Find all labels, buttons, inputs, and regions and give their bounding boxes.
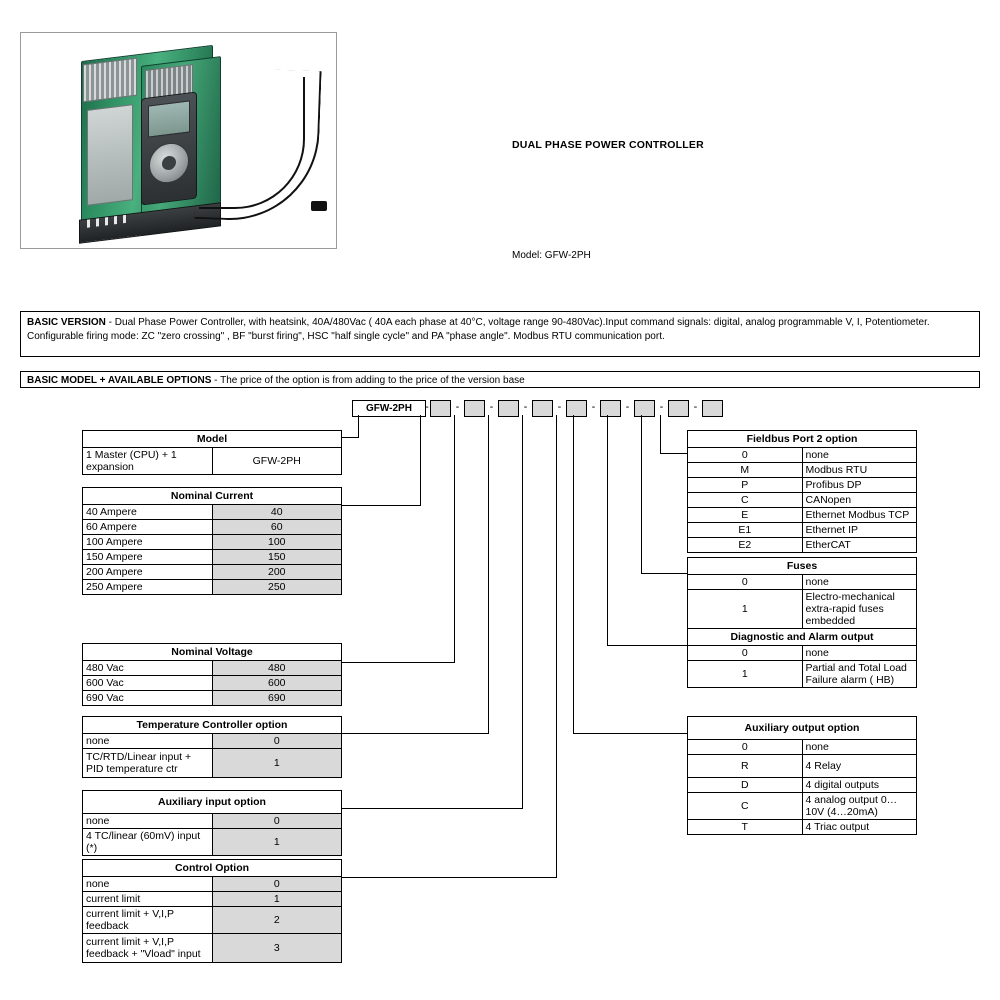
table-temperature-controller-title: Temperature Controller option — [83, 717, 342, 734]
basic-version-box — [20, 311, 980, 357]
table-temperature-controller-option — [82, 716, 342, 778]
model-label: Model: GFW-2PH — [512, 250, 591, 261]
order-code-dash-6: - — [591, 401, 596, 413]
table-cell-label: 4 TC/linear (60mV) input (*) — [83, 829, 213, 856]
connector-line — [358, 415, 359, 437]
table-cell-label: none — [83, 877, 213, 892]
table-cell-label: Electro-mechanical extra-rapid fuses embedded — [802, 590, 917, 629]
table-cell-value: 1 — [212, 892, 342, 907]
table-cell-label: 4 Triac output — [802, 820, 917, 835]
table-row[interactable] — [688, 740, 917, 755]
connector-line — [342, 437, 359, 438]
table-row[interactable] — [83, 829, 342, 856]
table-cell-label: Profibus DP — [802, 478, 917, 493]
order-code-slot-7[interactable] — [634, 400, 655, 417]
table-cell-value: GFW-2PH — [212, 448, 342, 475]
order-code-dash-3: - — [489, 401, 494, 413]
order-code-slot-4[interactable] — [532, 400, 553, 417]
table-row[interactable] — [688, 575, 917, 590]
table-cell-label: Ethernet Modbus TCP — [802, 508, 917, 523]
table-row[interactable] — [83, 691, 342, 706]
table-row[interactable] — [688, 590, 917, 629]
table-auxiliary-output-option — [687, 716, 917, 835]
table-cell-label: 600 Vac — [83, 676, 213, 691]
table-cell-label: 250 Ampere — [83, 580, 213, 595]
table-row[interactable] — [83, 877, 342, 892]
basic-model-text: - The price of the option is from adding to the price of the version base — [211, 375, 525, 386]
table-cell-code: 1 — [688, 661, 803, 688]
table-cell-value: 150 — [212, 550, 342, 565]
connector-line — [342, 505, 421, 506]
connector-line — [522, 415, 523, 808]
table-row[interactable] — [83, 676, 342, 691]
table-cell-label: EtherCAT — [802, 538, 917, 553]
table-cell-value: 690 — [212, 691, 342, 706]
order-code-slot-5[interactable] — [566, 400, 587, 417]
order-code-dash-7: - — [625, 401, 630, 413]
table-row[interactable] — [83, 550, 342, 565]
table-cell-value: 480 — [212, 661, 342, 676]
table-cell-code: M — [688, 463, 803, 478]
table-row[interactable] — [688, 793, 917, 820]
table-fieldbus-title: Fieldbus Port 2 option — [688, 431, 917, 448]
order-code-slot-9[interactable] — [702, 400, 723, 417]
table-cell-value: 600 — [212, 676, 342, 691]
table-cell-label: Ethernet IP — [802, 523, 917, 538]
table-cell-label: CANopen — [802, 493, 917, 508]
table-cell-code: C — [688, 493, 803, 508]
order-code-slot-2[interactable] — [464, 400, 485, 417]
order-code-dash-9: - — [693, 401, 698, 413]
table-cell-label: none — [802, 646, 917, 661]
table-cell-label: none — [802, 448, 917, 463]
table-cell-label: 690 Vac — [83, 691, 213, 706]
table-row[interactable] — [83, 749, 342, 778]
table-row[interactable] — [688, 755, 917, 778]
product-photo — [20, 32, 337, 249]
table-row[interactable] — [83, 734, 342, 749]
basic-model-options-box — [20, 371, 980, 388]
table-cell-value: 1 — [212, 749, 342, 778]
table-cell-code: P — [688, 478, 803, 493]
order-code-slot-3[interactable] — [498, 400, 519, 417]
heatsink-fins-icon — [83, 58, 137, 103]
table-row[interactable] — [83, 565, 342, 580]
table-control-option — [82, 859, 342, 963]
table-cell-label: TC/RTD/Linear input + PID temperature ctr — [83, 749, 213, 778]
device-side-panel-icon — [87, 104, 133, 206]
connector-line — [420, 415, 421, 505]
table-cell-label: Modbus RTU — [802, 463, 917, 478]
table-nominal-voltage — [82, 643, 342, 706]
table-cell-code: 0 — [688, 448, 803, 463]
table-cell-code: E — [688, 508, 803, 523]
basic-model-label: BASIC MODEL + AVAILABLE OPTIONS — [27, 375, 212, 386]
table-cell-label: 200 Ampere — [83, 565, 213, 580]
table-row[interactable] — [83, 535, 342, 550]
table-row[interactable] — [83, 907, 342, 934]
table-cell-value: 3 — [212, 934, 342, 963]
connector-line — [556, 415, 557, 877]
table-row[interactable] — [688, 463, 917, 478]
table-cell-value: 40 — [212, 505, 342, 520]
table-row[interactable] — [688, 661, 917, 688]
table-model — [82, 430, 342, 475]
table-cell-label: none — [802, 575, 917, 590]
connector-line — [641, 415, 642, 573]
connector-line — [660, 453, 688, 454]
connector-line — [488, 415, 489, 733]
table-cell-value: 60 — [212, 520, 342, 535]
order-code-dash-5: - — [557, 401, 562, 413]
table-cell-label: 60 Ampere — [83, 520, 213, 535]
order-code-dash-8: - — [659, 401, 664, 413]
table-cell-label: 100 Ampere — [83, 535, 213, 550]
table-cell-label: none — [83, 814, 213, 829]
table-cell-label: 480 Vac — [83, 661, 213, 676]
device-display-icon — [148, 100, 190, 137]
table-row[interactable] — [83, 448, 342, 475]
table-cell-value: 100 — [212, 535, 342, 550]
table-cell-label: 40 Ampere — [83, 505, 213, 520]
table-row[interactable] — [83, 814, 342, 829]
table-cell-label: current limit + V,I,P feedback + "Vload" input — [83, 934, 213, 963]
table-fieldbus-port2-option — [687, 430, 917, 553]
table-row[interactable] — [83, 580, 342, 595]
table-row[interactable] — [688, 523, 917, 538]
table-auxiliary-input-option — [82, 790, 342, 856]
table-row[interactable] — [688, 478, 917, 493]
table-model-title: Model — [83, 431, 342, 448]
order-code-dash-2: - — [455, 401, 460, 413]
table-cell-label: 150 Ampere — [83, 550, 213, 565]
table-diagnostic-alarm-output — [687, 628, 917, 688]
connector-line — [660, 415, 661, 453]
table-cell-code: E1 — [688, 523, 803, 538]
table-cell-value: 0 — [212, 814, 342, 829]
table-cell-code: 0 — [688, 646, 803, 661]
order-code-dash-1: - — [425, 401, 429, 413]
table-cell-label: 4 digital outputs — [802, 778, 917, 793]
table-cell-value: 2 — [212, 907, 342, 934]
table-row[interactable] — [83, 505, 342, 520]
connector-line — [342, 733, 489, 734]
table-row[interactable] — [688, 778, 917, 793]
table-cell-label: 4 analog output 0…10V (4…20mA) — [802, 793, 917, 820]
table-auxiliary-output-title: Auxiliary output option — [688, 717, 917, 740]
connector-line — [641, 573, 688, 574]
table-nominal-voltage-title: Nominal Voltage — [83, 644, 342, 661]
table-cell-code: 1 — [688, 590, 803, 629]
connector-line — [607, 645, 688, 646]
connector-line — [342, 877, 557, 878]
table-cell-code: R — [688, 755, 803, 778]
table-cell-label: current limit + V,I,P feedback — [83, 907, 213, 934]
table-diagnostic-title: Diagnostic and Alarm output — [688, 629, 917, 646]
table-cell-value: 250 — [212, 580, 342, 595]
table-cell-label: none — [83, 734, 213, 749]
table-row[interactable] — [688, 820, 917, 835]
table-cell-label: Partial and Total Load Failure alarm ( HB) — [802, 661, 917, 688]
table-cell-value: 0 — [212, 734, 342, 749]
table-cell-label: none — [802, 740, 917, 755]
order-code-slot-6[interactable] — [600, 400, 621, 417]
table-cell-code: 0 — [688, 740, 803, 755]
table-cell-code: E2 — [688, 538, 803, 553]
table-cell-code: D — [688, 778, 803, 793]
table-row[interactable] — [83, 661, 342, 676]
table-auxiliary-input-title: Auxiliary input option — [83, 791, 342, 814]
order-code-slot-8[interactable] — [668, 400, 689, 417]
table-control-option-title: Control Option — [83, 860, 342, 877]
basic-version-label: BASIC VERSION — [27, 317, 106, 328]
table-row[interactable] — [688, 538, 917, 553]
order-code-dash-4: - — [523, 401, 528, 413]
table-cell-value: 1 — [212, 829, 342, 856]
connector-line — [342, 808, 523, 809]
table-cell-code: C — [688, 793, 803, 820]
connector-line — [342, 662, 455, 663]
connector-line — [454, 415, 455, 662]
table-nominal-current-title: Nominal Current — [83, 488, 342, 505]
order-code-base: GFW-2PH — [352, 400, 426, 417]
basic-version-text: - Dual Phase Power Controller, with heatsink, 40A/480Vac ( 40A each phase at 40°C, voltage range 90-480Vac).Input command signals: digital, analog programmable V, I, Potentiometer. Configurable firing mode: ZC "zero crossing" , BF "burst firing", HSC "half single cycle" and PA "phase angle". Modbus RTU communication port. — [27, 317, 930, 342]
table-cell-label: 4 Relay — [802, 755, 917, 778]
table-fuses-title: Fuses — [688, 558, 917, 575]
order-code-slot-1[interactable] — [430, 400, 451, 417]
table-fuses — [687, 557, 917, 629]
connector-line — [573, 415, 574, 733]
table-cell-label: current limit — [83, 892, 213, 907]
table-cell-code: T — [688, 820, 803, 835]
connector-line — [573, 733, 688, 734]
table-cell-label: 1 Master (CPU) + 1 expansion — [83, 448, 213, 475]
table-cell-code: 0 — [688, 575, 803, 590]
table-nominal-current — [82, 487, 342, 595]
table-row[interactable] — [83, 934, 342, 963]
table-cell-value: 200 — [212, 565, 342, 580]
connector-line — [607, 415, 608, 645]
table-cell-value: 0 — [212, 877, 342, 892]
table-row[interactable] — [688, 508, 917, 523]
table-row[interactable] — [688, 493, 917, 508]
table-row[interactable] — [83, 892, 342, 907]
page-title: DUAL PHASE POWER CONTROLLER — [512, 139, 704, 151]
table-row[interactable] — [83, 520, 342, 535]
product-image — [21, 33, 336, 248]
device-cable-plug-icon — [311, 201, 327, 211]
table-row[interactable] — [688, 448, 917, 463]
table-row[interactable] — [688, 646, 917, 661]
